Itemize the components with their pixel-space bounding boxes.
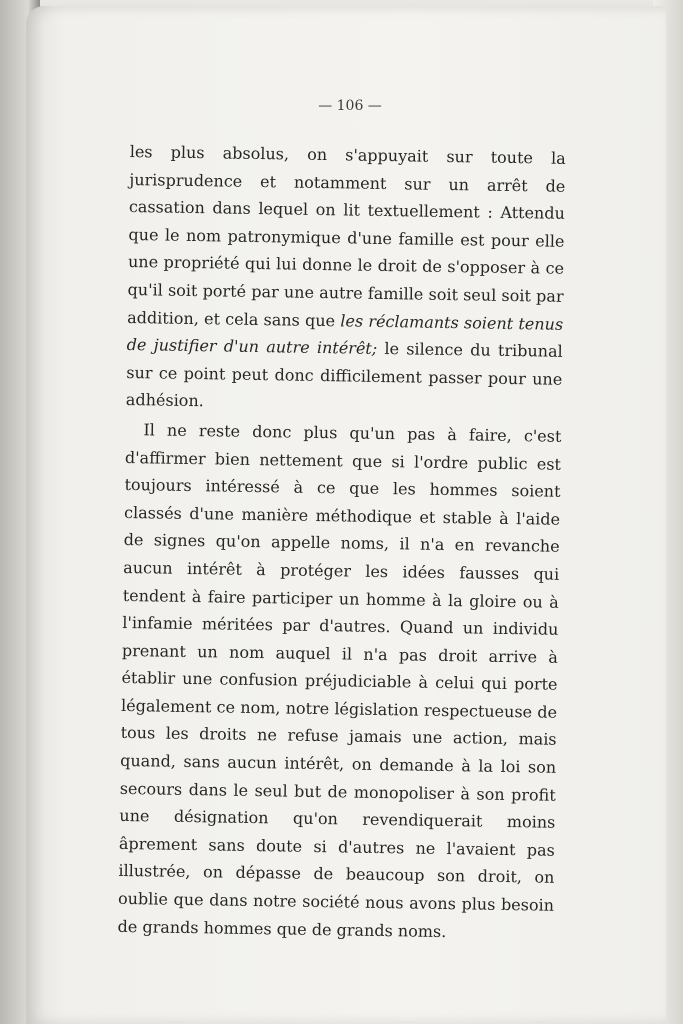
paragraph-1-ending: le silence du tribunal sur ce point peut donc difficilement passer pour une adhésion. bbox=[125, 339, 563, 411]
paragraph-1 bbox=[126, 138, 566, 421]
page-body bbox=[117, 138, 566, 947]
quoted-italic-text: les réclamants soient tenus de justifier d'un autre intérêt; bbox=[126, 310, 564, 359]
page-number: — 106 — bbox=[318, 98, 382, 114]
paragraph-1-text: les plus absolus, on s'appuyait sur toute la jurisprudence et notamment sur un arrêt de cassation dans lequel on lit textuellement : Attendu que le nom patronymique d'une famille est pour elle une propriété qui lui donne le droit de s'opposer à ce qu'il soit porté par une autre famille soit seul soit par addition, et cela sans que bbox=[127, 141, 566, 330]
paragraph-2: Il ne reste donc plus qu'un pas à faire, c'est d'affirmer bien nettement que si l'ordre public est toujours intéressé à ce que les hommes soient classés d'une manière méthodique et stable à l'aide de signes qu'on appelle noms, il n'a en revanche aucun intérêt à protéger les idées fausses qui tendent à faire participer un homme à la gloire ou à l'infamie méritées par d'autres. Quand un individu prenant un nom auquel il n'a pas droit arrive à établir une confusion préjudiciable à celui qui porte légalement ce nom, notre législation respectueuse de tous les droits ne refuse jamais une action, mais quand, sans aucun intérêt, on demande à la loi son secours dans le seul but de monopoliser à son profit une désignation qu'on revendiquerait moins âprement sans doute si d'autres ne l'avaient pas illustrée, on dépasse de beaucoup son droit, on oublie que dans notre société nous avons plus besoin de grands hommes que de grands noms. bbox=[117, 420, 562, 941]
